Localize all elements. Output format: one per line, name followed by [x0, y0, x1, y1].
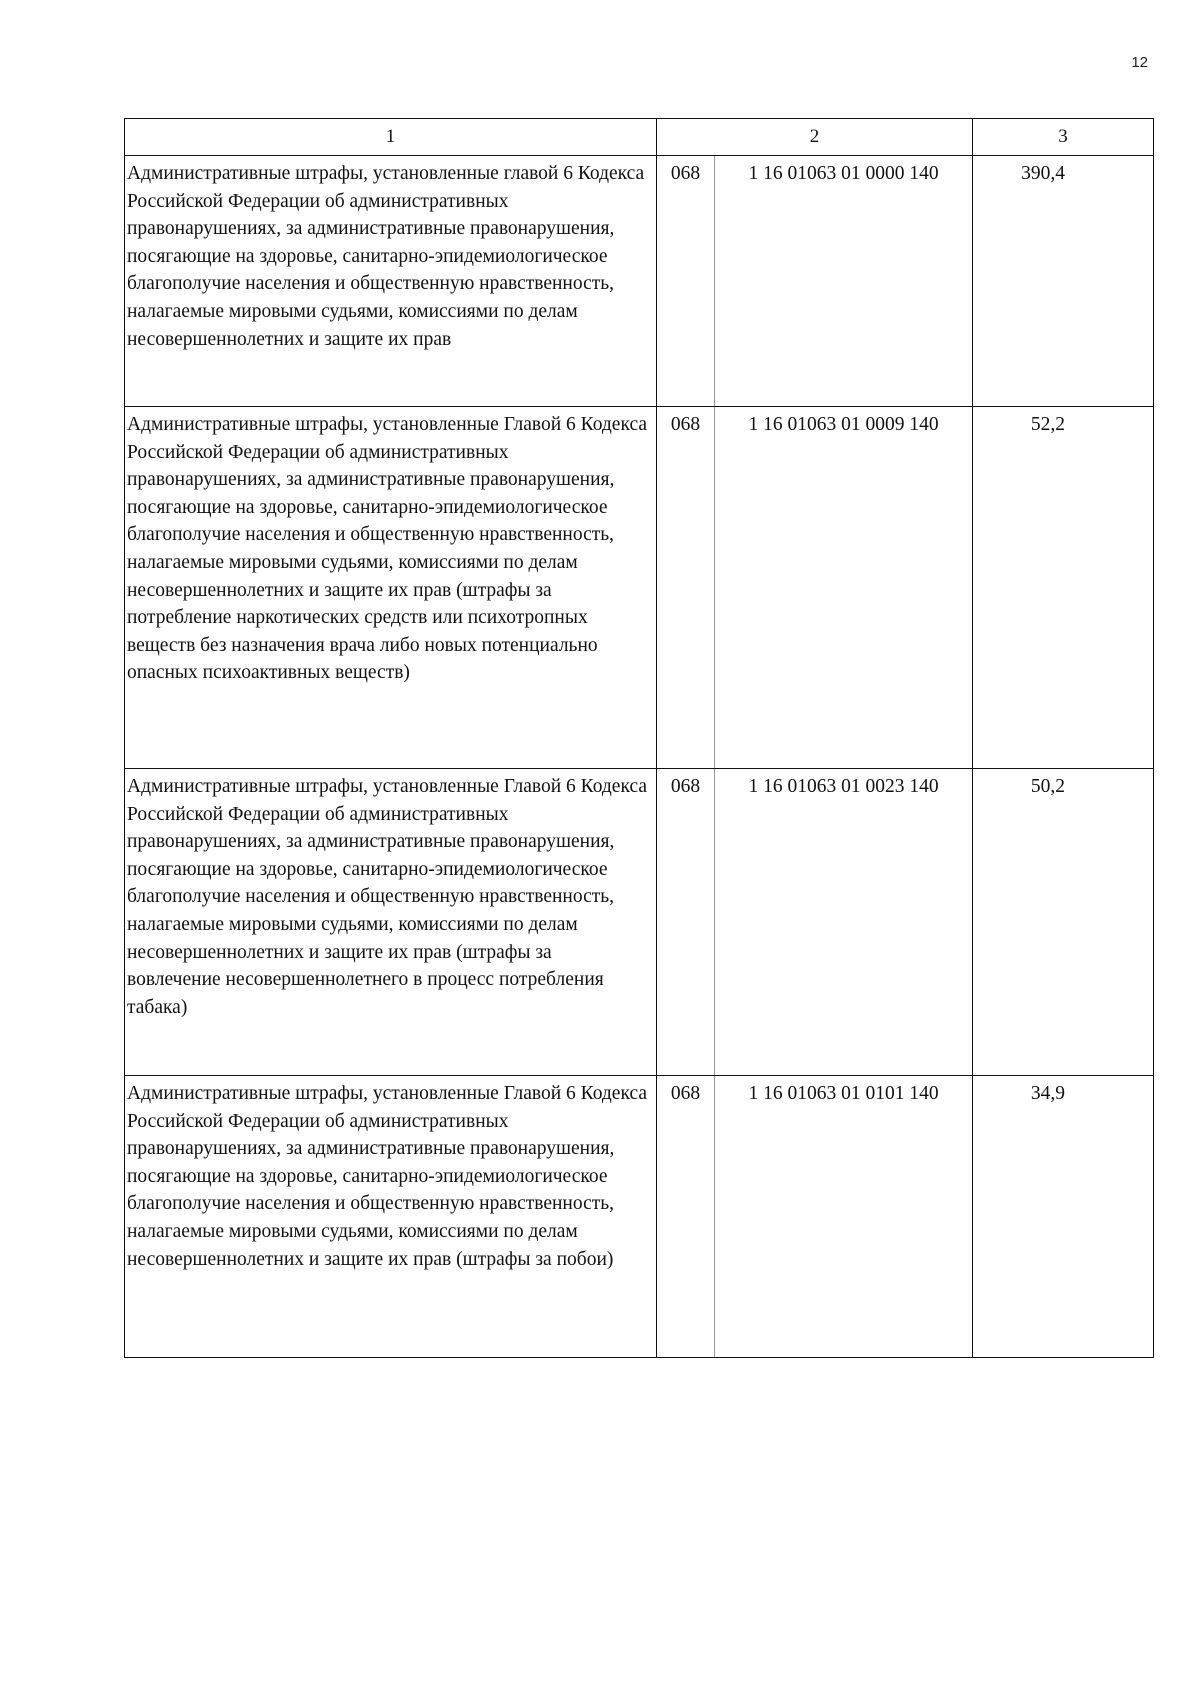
row-description: Административные штрафы, установленные Главой 6 Кодекса Российской Федерации об административных правонарушениях, за административные правонарушения, посягающие на здоровье, санитарно-эпидемиологическое благополучие населения и общественную нравственность, налагаемые мировыми судьями, комиссиями по делам несовершеннолетних и защите их прав (штрафы за потребление наркотических средств или психотропных веществ без назначения врача либо новых потенциально опасных психоактивных веществ) — [125, 407, 657, 768]
row-amount: 34,9 — [1030, 1083, 1065, 1104]
row-admin-code: 068 — [657, 769, 715, 1075]
row-budget-code: 1 16 01063 01 0023 140 — [715, 769, 973, 1075]
row-amount: 52,2 — [1030, 414, 1065, 435]
row-description: Административные штрафы, установленные главой 6 Кодекса Российской Федерации об административных правонарушениях, за административные правонарушения, посягающие на здоровье, санитарно-эпидемиологическое благополучие населения и общественную нравственность, налагаемые мировыми судьями, комиссиями по делам несовершеннолетних и защите их прав — [125, 156, 657, 406]
table-row — [125, 768, 1153, 1075]
header-col-1: 1 — [125, 119, 657, 155]
table-row — [125, 1075, 1153, 1357]
row-description: Административные штрафы, установленные Главой 6 Кодекса Российской Федерации об административных правонарушениях, за административные правонарушения, посягающие на здоровье, санитарно-эпидемиологическое благополучие населения и общественную нравственность, налагаемые мировыми судьями, комиссиями по делам несовершеннолетних и защите их прав (штрафы за побои) — [125, 1076, 657, 1357]
row-amount: 390,4 — [1021, 163, 1065, 184]
table-row — [125, 406, 1153, 768]
row-amount: 50,2 — [1030, 776, 1065, 797]
row-budget-code: 1 16 01063 01 0009 140 — [715, 407, 973, 768]
header-col-2: 2 — [657, 119, 973, 155]
table-row — [125, 156, 1153, 406]
row-budget-code: 1 16 01063 01 0101 140 — [715, 1076, 973, 1357]
row-admin-code: 068 — [657, 156, 715, 406]
row-admin-code: 068 — [657, 1076, 715, 1357]
row-admin-code: 068 — [657, 407, 715, 768]
header-col-3: 3 — [1058, 126, 1068, 147]
row-description: Административные штрафы, установленные Главой 6 Кодекса Российской Федерации об административных правонарушениях, за административные правонарушения, посягающие на здоровье, санитарно-эпидемиологическое благополучие населения и общественную нравственность, налагаемые мировыми судьями, комиссиями по делам несовершеннолетних и защите их прав (штрафы за вовлечение несовершеннолетнего в процесс потребления табака) — [125, 769, 657, 1075]
revenue-table — [124, 118, 1154, 1358]
row-budget-code: 1 16 01063 01 0000 140 — [715, 156, 973, 406]
page-number: 12 — [1131, 54, 1148, 71]
table-header-row — [125, 119, 1153, 156]
